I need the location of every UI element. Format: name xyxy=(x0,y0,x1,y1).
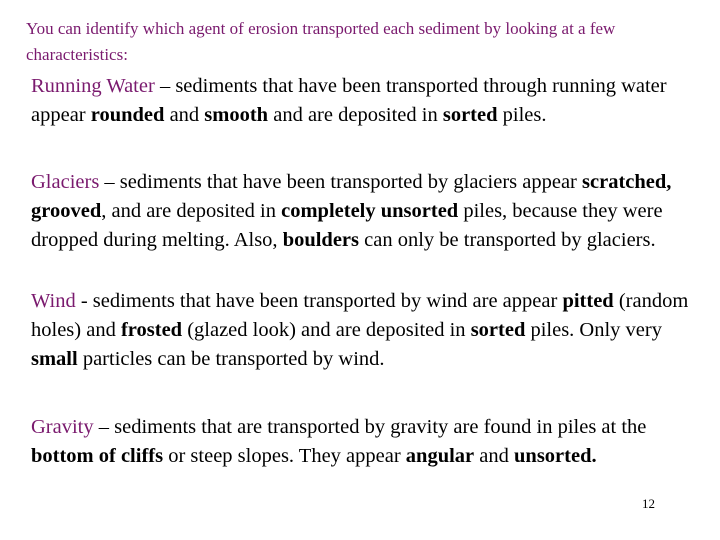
seg: and xyxy=(164,104,205,126)
seg: bottom of cliffs xyxy=(31,445,164,467)
seg: piles. Only very xyxy=(525,319,662,341)
seg: pitted xyxy=(562,290,614,312)
page-number: 12 xyxy=(642,496,655,511)
seg: small xyxy=(31,348,78,370)
seg: piles, because they were dropped during melting. Also, xyxy=(31,200,663,251)
seg: rounded xyxy=(90,104,165,126)
paragraph-running-water xyxy=(31,72,691,130)
seg: sorted xyxy=(442,104,498,126)
term-glaciers: Glaciers xyxy=(31,171,100,193)
paragraph-gravity xyxy=(31,413,691,471)
paragraph-wind xyxy=(31,287,691,374)
seg: - sediments that have been transported by wind are appear xyxy=(75,290,563,312)
seg: – sediments that are transported by gravity are found in piles at the xyxy=(93,416,647,438)
seg: , and are deposited in xyxy=(101,200,282,222)
seg: – sediments that have been transported through running water appear xyxy=(31,75,667,126)
seg: piles. xyxy=(497,104,547,126)
term-gravity: Gravity xyxy=(31,416,94,438)
seg: and xyxy=(474,445,515,467)
paragraph-glaciers xyxy=(31,168,691,255)
term-running-water: Running Water xyxy=(31,75,155,97)
seg: (glazed look) and are deposited in xyxy=(182,319,471,341)
term-wind: Wind xyxy=(31,290,76,312)
seg: sorted xyxy=(470,319,526,341)
seg: boulders xyxy=(282,229,360,251)
seg: scratched, grooved xyxy=(31,171,672,222)
seg: angular xyxy=(405,445,475,467)
intro-text: You can identify which agent of erosion transported each sediment by looking at a few characteristics: xyxy=(26,19,616,64)
seg: can only be transported by glaciers. xyxy=(359,229,656,251)
seg: (random holes) and xyxy=(31,290,689,341)
seg: particles can be transported by wind. xyxy=(77,348,385,370)
seg: and are deposited in xyxy=(268,104,443,126)
seg: or steep slopes. They appear xyxy=(163,445,406,467)
seg: – sediments that have been transported by glaciers appear xyxy=(99,171,583,193)
seg: smooth xyxy=(204,104,269,126)
seg: frosted xyxy=(120,319,183,341)
seg: completely unsorted xyxy=(281,200,459,222)
seg: unsorted. xyxy=(514,445,597,467)
